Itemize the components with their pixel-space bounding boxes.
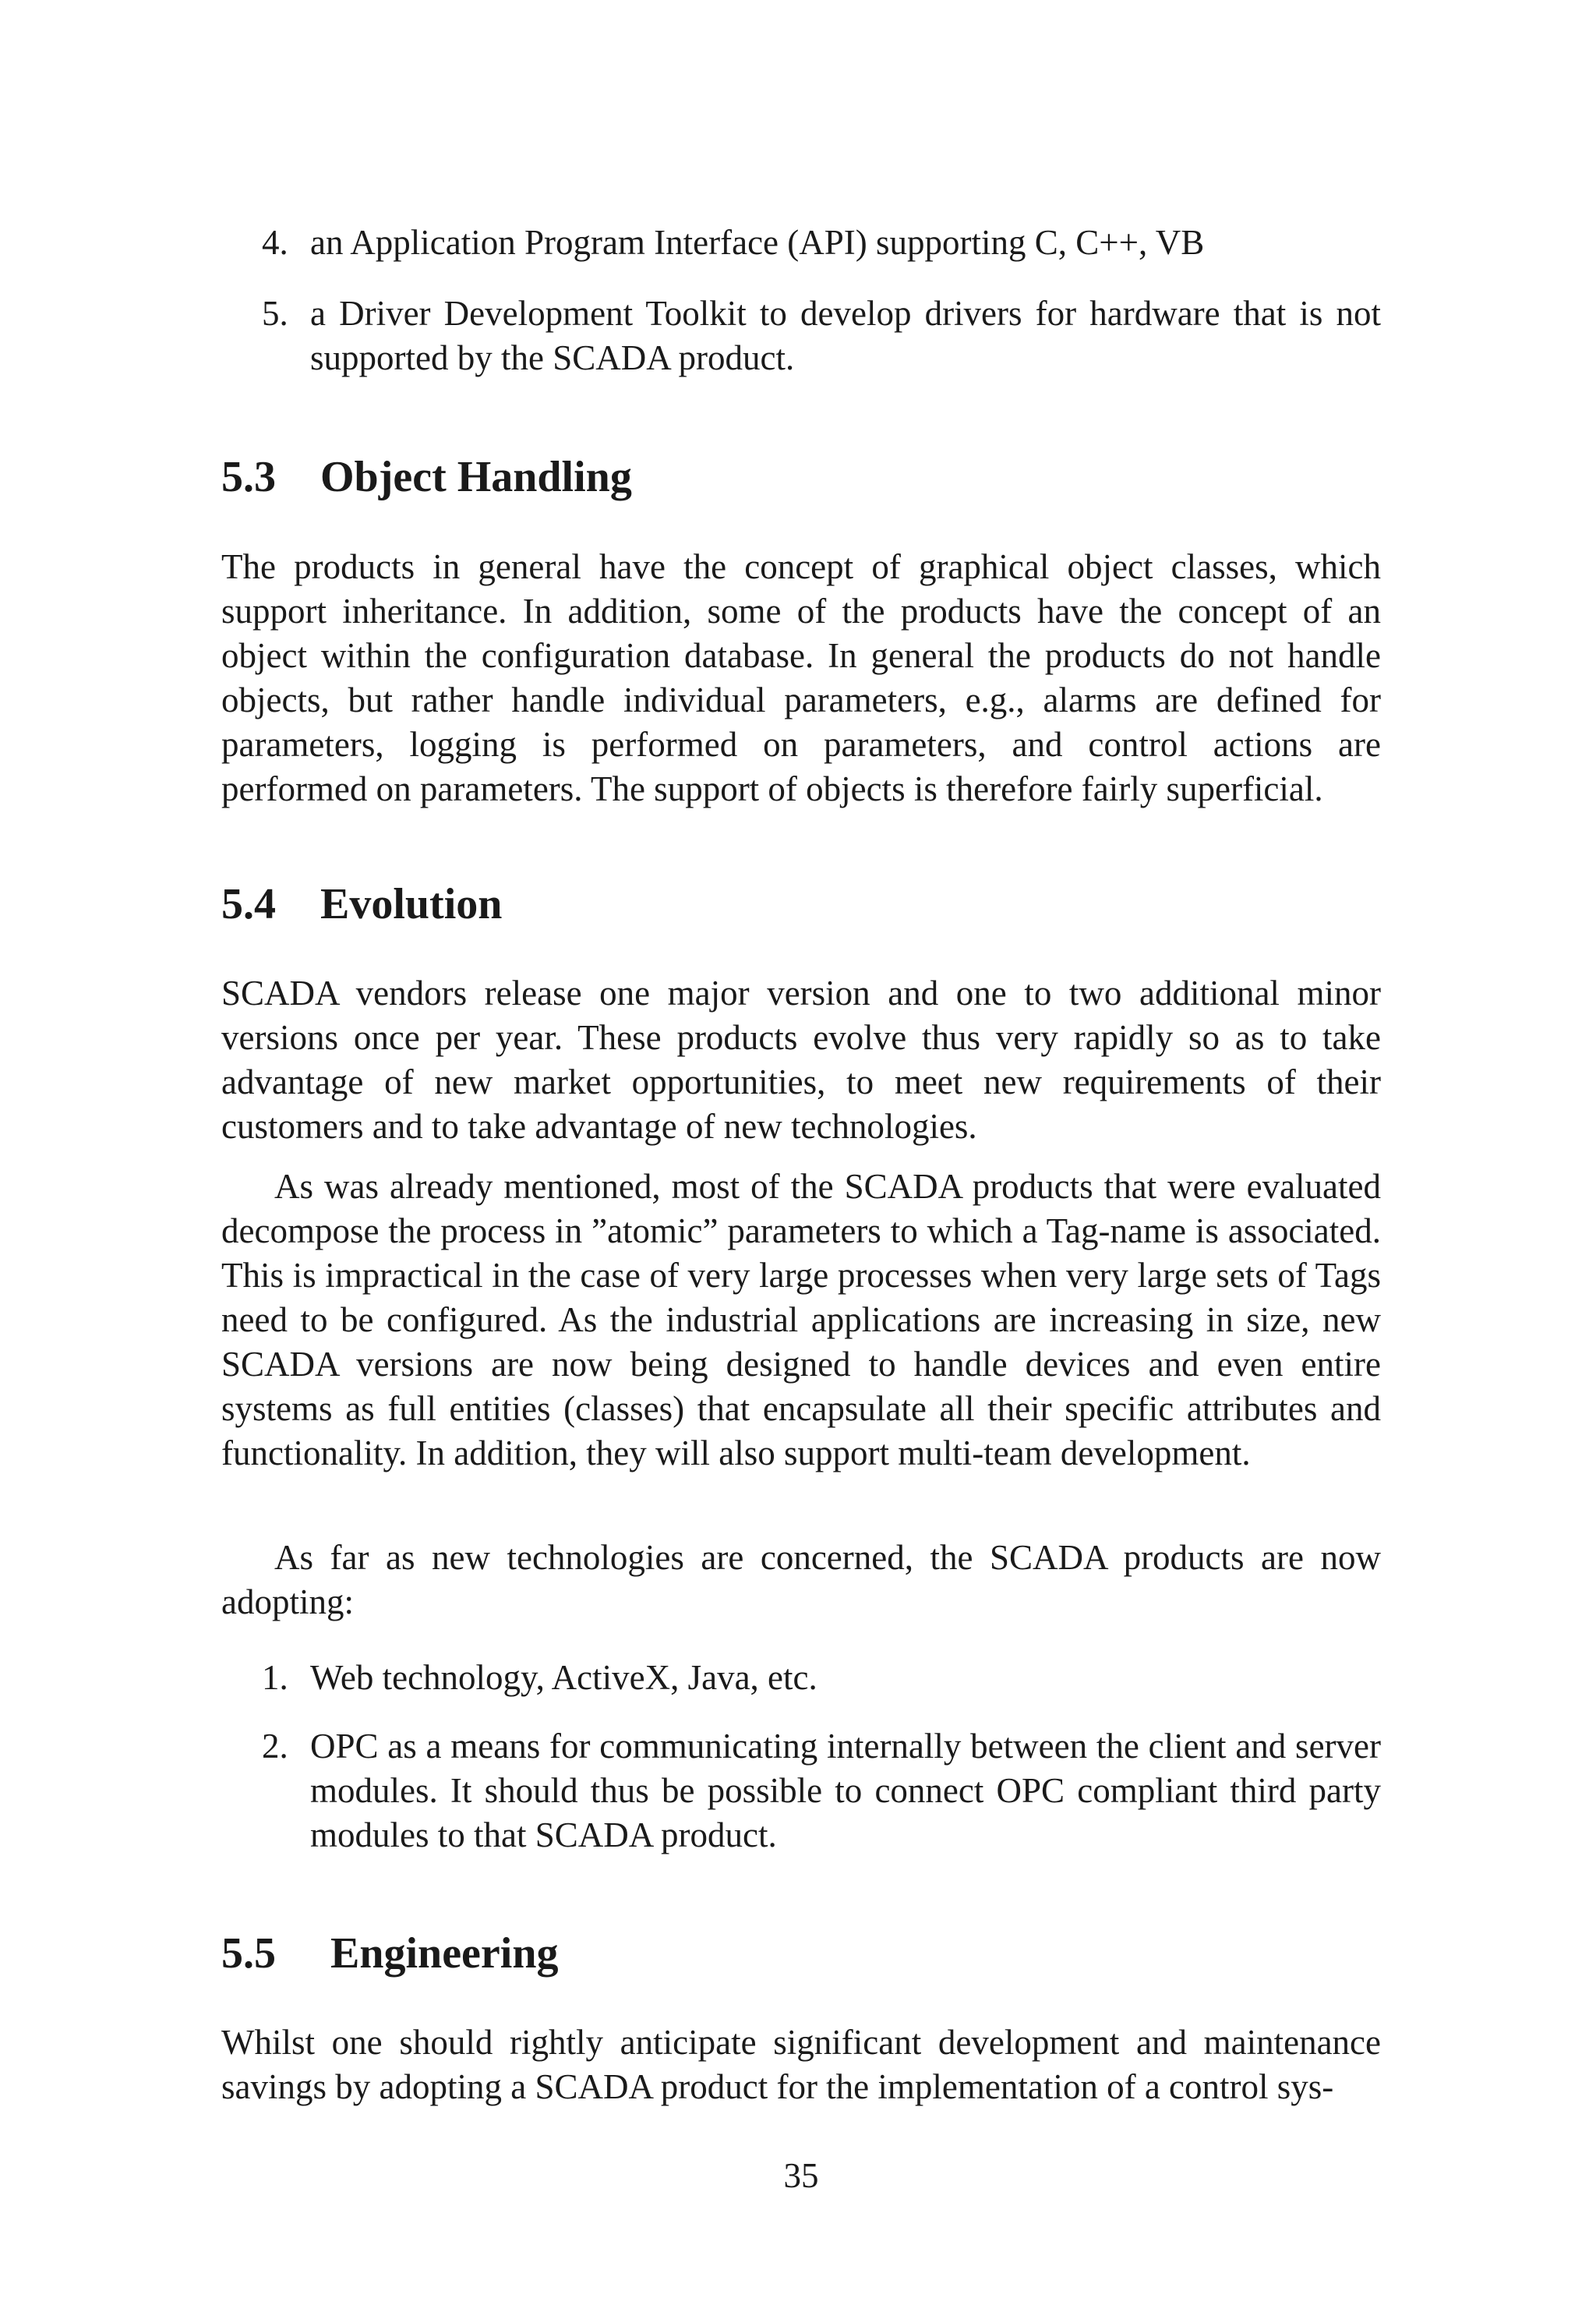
list-item-number: 4. bbox=[262, 223, 288, 262]
list-item-text: an Application Program Interface (API) supporting C, C++, VB bbox=[310, 223, 1205, 262]
section-number: 5.3 bbox=[221, 453, 276, 501]
list-item-text: OPC as a means for communicating internally between the client and server modules. It should thus be possible to connect OPC compliant third party modules to that SCADA product. bbox=[310, 1727, 1381, 1854]
section-heading-engineering bbox=[221, 1928, 558, 1978]
section-heading-evolution bbox=[221, 879, 502, 929]
list-item-text: Web technology, ActiveX, Java, etc. bbox=[310, 1658, 817, 1697]
section-title: Object Handling bbox=[320, 453, 632, 501]
paragraph: The products in general have the concept of graphical object classes, which support inheritance. In addition, some of the products have the concept of an object within the configuration database. In general the products do not handle objects, but rather handle individual parameters, e.g., alarms are defined for parameters, logging is performed on parameters, and control actions are performed on parameters. The support of objects is therefore fairly superficial. bbox=[221, 547, 1381, 808]
paragraph: As was already mentioned, most of the SCADA products that were evaluated decompose the process in ”atomic” parameters to which a Tag-name is associated. This is impractical in the case of very large processes when very large sets of Tags need to be configured. As the industrial applications are increasing in size, new SCADA versions are now being designed to handle devices and even entire systems as full entities (classes) that encapsulate all their specific attributes and functionality. In addition, they will also support multi-team development. bbox=[221, 1167, 1381, 1472]
section-title: Evolution bbox=[320, 880, 503, 928]
paragraph: Whilst one should rightly anticipate significant development and maintenance savings by adopting a SCADA product for the implementation of a control sys- bbox=[221, 2023, 1381, 2106]
paragraph: As far as new technologies are concerned, the SCADA products are now adopting: bbox=[221, 1538, 1381, 1621]
section-title: Engineering bbox=[330, 1929, 559, 1978]
section-number: 5.4 bbox=[221, 880, 276, 928]
list-item-number: 5. bbox=[262, 294, 288, 333]
list-item-number: 1. bbox=[262, 1658, 288, 1697]
list-item-number: 2. bbox=[262, 1727, 288, 1766]
page-number: 35 bbox=[783, 2156, 819, 2195]
list-item-text: a Driver Development Toolkit to develop drivers for hardware that is not supported by the SCADA product. bbox=[310, 294, 1381, 377]
paragraph: SCADA vendors release one major version and one to two additional minor versions once per year. These products evolve thus very rapidly so as to take advantage of new market opportunities, to meet new requirements of their customers and to take advantage of new technologies. bbox=[221, 974, 1381, 1146]
document-page bbox=[221, 0, 1381, 2312]
section-number: 5.5 bbox=[221, 1929, 276, 1978]
section-heading-object-handling bbox=[221, 452, 632, 502]
